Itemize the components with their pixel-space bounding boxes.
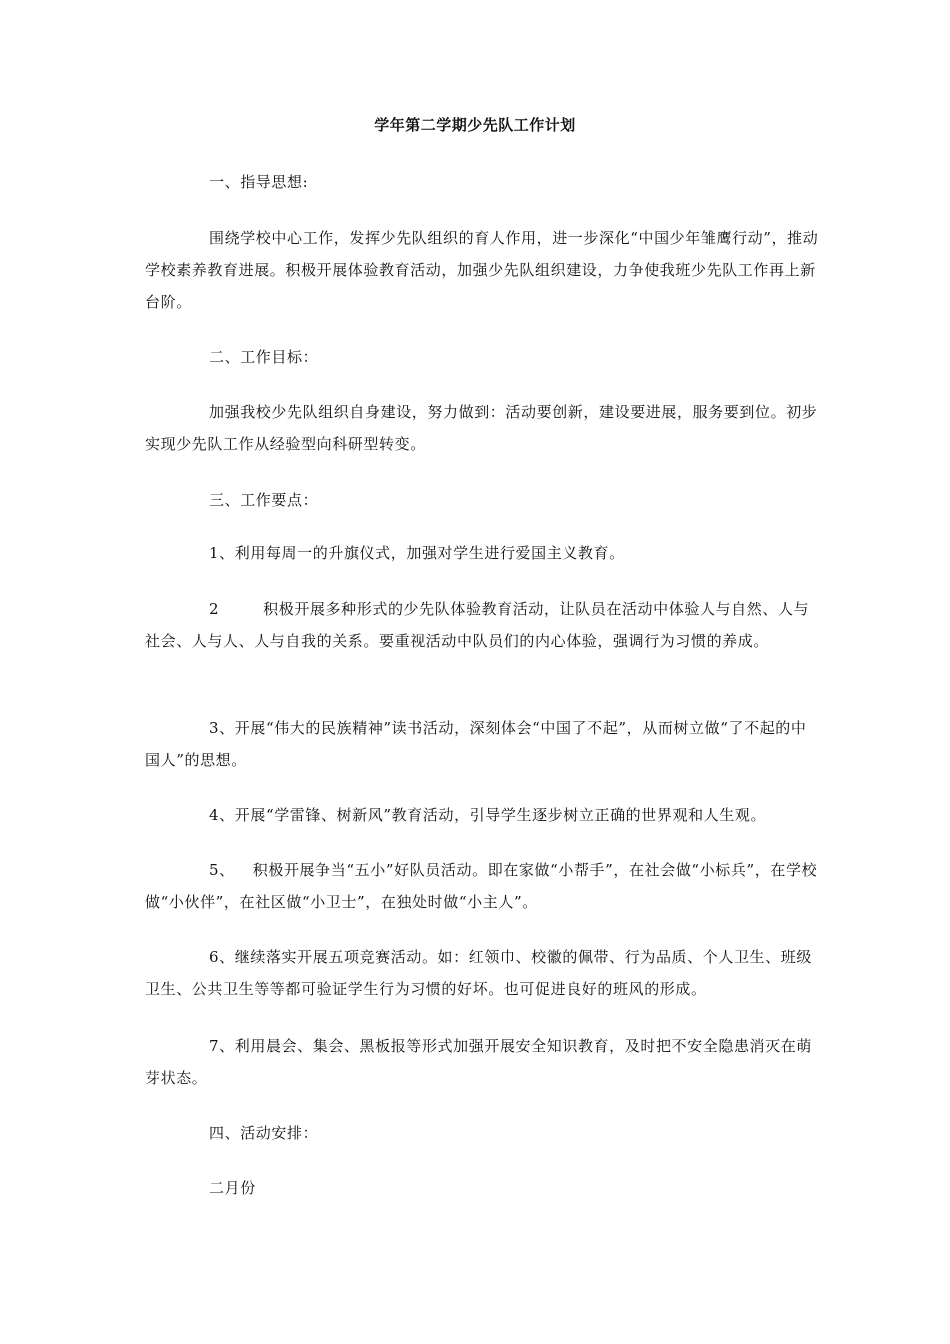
list-item-2 — [145, 593, 820, 657]
section-heading-guiding-thought: 一、指导思想: — [209, 173, 309, 191]
list-item-5 — [145, 854, 820, 918]
list-item-3: 3、开展“伟大的民族精神”读书活动，深刻体会“中国了不起”，从而树立做“了不起的中国人”的思想。 — [145, 719, 807, 769]
month-label-february: 二月份 — [209, 1179, 256, 1197]
paragraph-work-goals: 加强我校少先队组织自身建设，努力做到：活动要创新，建设要进展，服务要到位。初步实现少先队工作从经验型向科研型转变。 — [145, 403, 818, 453]
section-heading-work-points: 三、工作要点： — [209, 491, 319, 509]
list-item-2-number: 2 — [209, 600, 220, 618]
list-item-1: 1、利用每周一的升旗仪式，加强对学生进行爱国主义教育。 — [209, 544, 625, 562]
list-item-4: 4、开展“学雷锋、树新风”教育活动，引导学生逐步树立正确的世界观和人生观。 — [209, 806, 767, 824]
list-item-7: 7、利用晨会、集会、黑板报等形式加强开展安全知识教育，及时把不安全隐患消灭在萌芽状态。 — [145, 1037, 812, 1087]
list-item-2-text: 积极开展多种形式的少先队体验教育活动，让队员在活动中体验人与自然、人与社会、人与人、人与自我的关系。要重视活动中队员们的内心体验，强调行为习惯的养成。 — [145, 600, 810, 650]
list-item-6: 6、继续落实开展五项竞赛活动。如：红领巾、校徽的佩带、行为品质、个人卫生、班级卫生、公共卫生等等都可验证学生行为习惯的好坏。也可促进良好的班风的形成。 — [145, 948, 812, 998]
section-heading-work-goals: 二、工作目标： — [209, 348, 319, 366]
list-item-5-text: 积极开展争当“五小”好队员活动。即在家做“小帮手”，在社会做“小标兵”，在学校做“小伙伴”，在社区做“小卫士”，在独处时做“小主人”。 — [145, 861, 818, 911]
list-item-5-number: 5、 — [209, 861, 235, 879]
document-title: 学年第二学期少先队工作计划 — [374, 116, 576, 134]
paragraph-guiding-thought: 围绕学校中心工作，发挥少先队组织的育人作用，进一步深化“中国少年雏鹰行动”，推动学校素养教育进展。积极开展体验教育活动，加强少先队组织建设，力争使我班少先队工作再上新台阶。 — [145, 229, 819, 311]
section-heading-activity-schedule: 四、活动安排： — [209, 1124, 319, 1142]
